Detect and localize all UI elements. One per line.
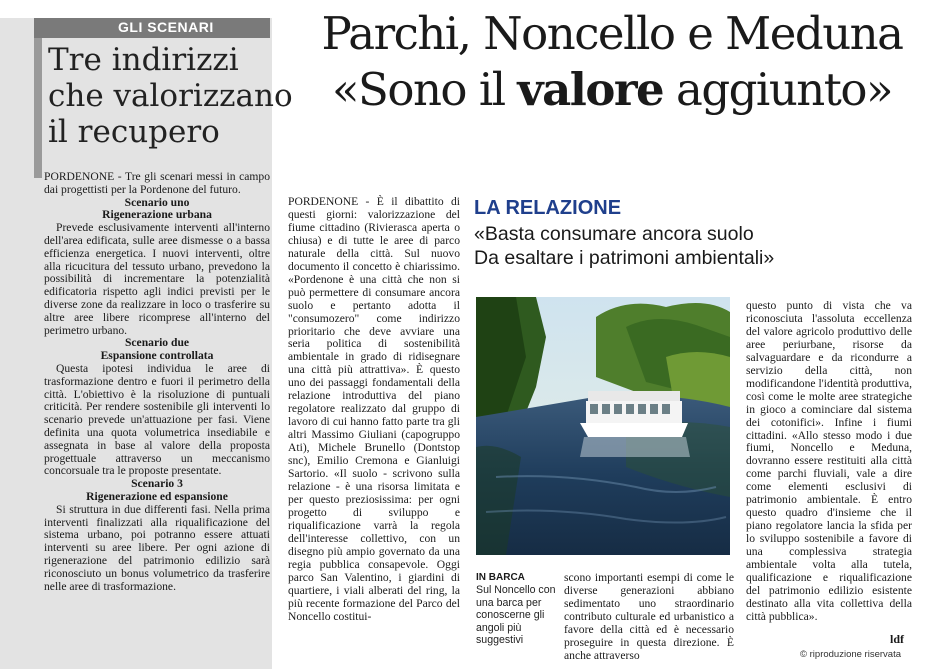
headline-line-2 — [282, 62, 942, 118]
main-headline — [282, 6, 942, 118]
sidebar-title-line: Tre indirizzi — [48, 42, 239, 78]
scenario-subheading: Espansione controllata — [100, 349, 214, 363]
headline-line-1: Parchi, Noncello e Meduna — [321, 7, 903, 60]
author-signature: ldf — [890, 632, 905, 646]
article-column-1 — [288, 196, 460, 623]
article-text: PORDENONE - È il dibattito di questi giorni: valorizzazione del fiume cittadino (Rivierasca aperta o chiusa) e di tutte le aree di parco naturale della città. Sul nuovo documento il concetto è chiarissimo. «Pordenone è una città che non si può permettere di consumare ancora suolo e pertanto adotta il "consumozero" come indirizzo prioritario che deve avviare una seria politica di sostenibilità ambientale in grado di ridisegnare una città più attrattiva». È questo uno dei passaggi fondamentali della relazione introduttiva del piano regolatore realizzato dal gruppo di lavoro di cui hanno fatto parte tra gli altri Massimo Giuliani (capogruppo Ati), Michele Brunello (Dontstop snc), Emilio Cremona e Gianluigi Sartorio. «Il suolo - scrivono sulla relazione - è una risorsa limitata e per questo preziosissima: per ogni progetto di sviluppo e riqualificazione varrà la regola dell'interesse collettivo, con un disegno più ampio governato da una regia pubblica consapevole. Oggi parco San Valentino, i giardini di quartiere, i viali alberati del ring, la più recente formazione del Parco del Noncello costitui- — [288, 195, 460, 623]
scenario-subheading: Rigenerazione ed espansione — [86, 489, 228, 503]
sidebar-title-line: il recupero — [48, 114, 220, 150]
scenario-heading: Scenario 3 — [131, 477, 183, 491]
sidebar-title-line: che valorizzano — [48, 78, 293, 114]
copyright-notice: © riproduzione riservata — [800, 649, 901, 660]
relazione-subtitle-line: «Basta consumare ancora suolo — [474, 223, 754, 245]
article-text: questo punto di vista che va riconosciuta l'assoluta eccellenza del valore agricolo produttivo delle aree periurbane, risorse da salvaguardare e da ricondurre a servizio della città, non modificandone l'identità produttiva, così come le molte aree strategiche in gioco a cominciare dal sistema dei cotonifici». Infine i fiumi cittadini. «Allo stesso modo i due fiumi, Noncello e Meduna, dovranno essere restituiti alla città come parchi fluviali, vale a dire come elementi esclusivi di patrimonio ambientale. È entro questo quadro d'insieme che il piano regolatore lancia la sfida per lo sviluppo sostenibile a favore di una complessiva strategia ambientale volta alla tutela, qualificazione e riqualificazione del patrimonio edilizio esistente destinato alla vita collettiva della città pubblica». — [746, 299, 912, 623]
scenario-heading: Scenario uno — [124, 195, 190, 209]
scenario-text: Si struttura in due differenti fasi. Nella prima interventi finalizzati alla riqualificazione del sistema urbano, poi potranno essere attuati interventi su aree libere. Per ogni azione di rigenerazione del patrimonio edilizio sarà riconosciuto un bonus volumetrico da trasferire nelle aree di trasformazione. — [44, 502, 270, 593]
scenario-subheading: Rigenerazione urbana — [102, 208, 212, 222]
scenario-heading: Scenario due — [124, 336, 190, 350]
scenario-text: Prevede esclusivamente interventi all'interno dell'area edificata, sulle aree dismesse o a bassa efficienza energetica. I nuovi interventi, oltre alla ricucitura del tessuto urbano, prevedono la possibilità di incrementare la potenzialità edificatoria rispetto agli indici previsti per le diverse zone da realizzare in loco o trasferire su altre aree libere ricomprese all'interno del perimetro urbano. — [44, 221, 270, 337]
photo-caption-label: IN BARCA — [476, 572, 525, 583]
relazione-subtitle — [474, 222, 874, 270]
article-text: scono importanti esempi di come le diverse generazioni abbiano sedimentato uno straordinario contributo culturale ed urbanistico a favore della città ed è necessario proseguire in questa direzione. È anche attraverso — [564, 571, 734, 662]
article-column-3 — [746, 300, 912, 624]
scenario-text: Questa ipotesi individua le aree di trasformazione dentro e fuori il perimetro della città. L'obiettivo è la risoluzione di puntuali criticità. Per rendere sostenibile gli interventi lo scenario prevede un'attuazione per fasi. Viene definita una quota volumetrica insediabile e assegnata in base al valore della proposta progettuale attraverso un meccanismo concorsuale tra le proposte presentate. — [44, 361, 270, 478]
headline-post: aggiunto» — [663, 63, 892, 116]
headline-bold: valore — [517, 63, 664, 116]
headline-pre: «Sono il — [332, 63, 518, 116]
relazione-kicker: LA RELAZIONE — [474, 197, 622, 219]
sidebar-title-strip — [34, 38, 42, 178]
sidebar-intro: PORDENONE - Tre gli scenari messi in campo dai progettisti per la Pordenone del futuro. — [44, 170, 270, 196]
sidebar-kicker: GLI SCENARI — [118, 19, 214, 35]
river-boat-photo — [476, 297, 730, 555]
photo-caption: Sul Noncello con una barca per conoscerne gli angoli più suggestivi — [476, 584, 556, 646]
sidebar-title — [48, 42, 293, 150]
relazione-subtitle-line: Da esaltare i patrimoni ambientali» — [474, 247, 775, 269]
article-column-2 — [564, 572, 734, 663]
sidebar-text — [44, 171, 270, 593]
